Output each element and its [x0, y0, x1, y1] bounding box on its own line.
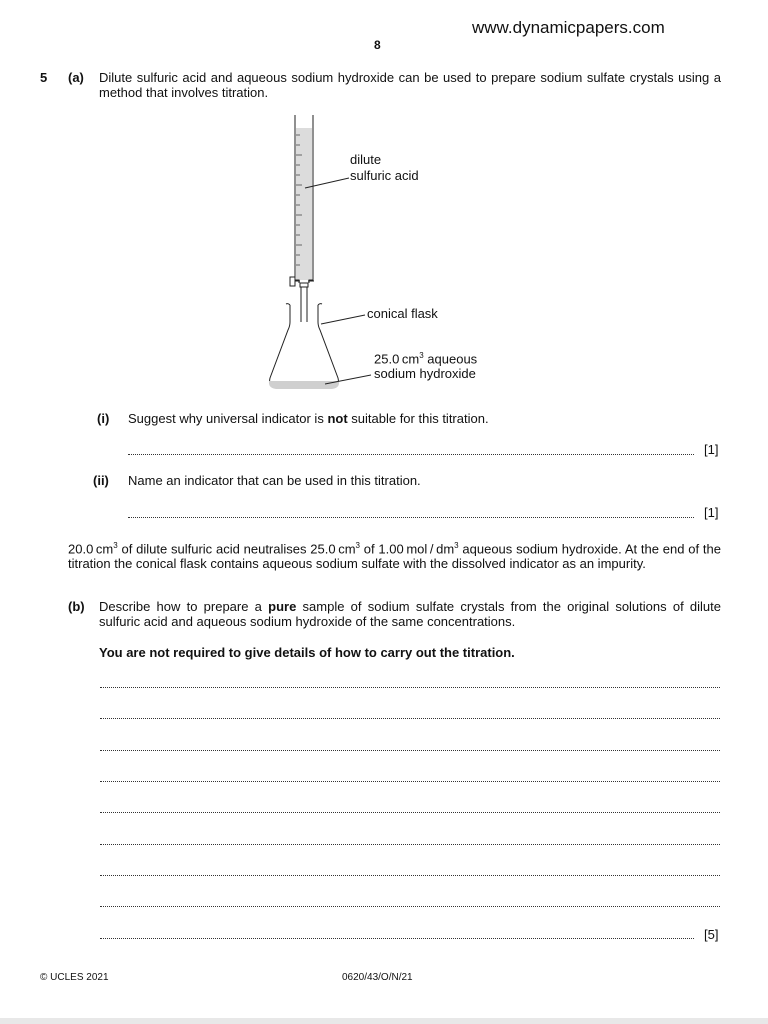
paper-code: 0620/43/O/N/21 — [342, 972, 413, 983]
burette-tap-body — [300, 283, 308, 287]
part-b-text: Describe how to prepare a pure sample of sodium sulfate crystals from the original solutions of dilute sulfuric acid and aqueous sodium hydroxide of the same concentrations. — [99, 599, 721, 629]
answer-line-ii[interactable] — [128, 517, 694, 518]
leader-flask — [321, 315, 365, 324]
answer-line-b9[interactable] — [100, 938, 694, 939]
flask-liquid — [269, 381, 339, 389]
titration-diagram — [0, 0, 768, 400]
copyright: © UCLES 2021 — [40, 972, 109, 983]
sub-ii-text: Name an indicator that can be used in this titration. — [128, 473, 421, 488]
mark-b: [5] — [704, 927, 719, 942]
mark-i: [1] — [704, 442, 719, 457]
part-a-label: (a) — [68, 70, 84, 85]
part-b-instruction: You are not required to give details of how to carry out the titration. — [99, 645, 515, 660]
burette-jet — [301, 287, 307, 322]
label-conical-flask: conical flask — [367, 306, 438, 321]
answer-line-b2[interactable] — [100, 718, 720, 719]
question-number: 5 — [40, 70, 48, 85]
leader-naoh — [325, 375, 371, 384]
answer-line-b8[interactable] — [100, 906, 720, 907]
label-sodium-hydroxide: sodium hydroxide — [374, 366, 476, 381]
label-naoh-volume: 25.0 $cm^3$ aqueous — [374, 351, 478, 367]
answer-line-b7[interactable] — [100, 875, 720, 876]
burette-liquid — [296, 128, 312, 280]
sub-i-text: Suggest why universal indicator is not suitable for this titration. — [128, 411, 489, 426]
website-url: www.dynamicpapers.com — [472, 18, 665, 37]
page-number: 8 — [374, 38, 381, 52]
part-a-text: Dilute sulfuric acid and aqueous sodium hydroxide can be used to prepare sodium sulfate crystals using a method that involves titration. — [99, 70, 721, 100]
mark-ii: [1] — [704, 505, 719, 520]
answer-line-b3[interactable] — [100, 750, 720, 751]
answer-line-b5[interactable] — [100, 812, 720, 813]
titration-info: 20.0 $cm^3$ of dilute sulfuric acid neutralises 25.0 $cm^3$ of 1.00 mol / $dm^3$ aqueous sodium hydroxide. At the end of the titration the conical flask contains aqueous sodium sulfate with the dissolved indicator as an impurity. — [68, 541, 722, 572]
sub-ii-label: (ii) — [93, 473, 109, 488]
bottom-bar — [0, 1018, 768, 1024]
sub-i-label: (i) — [97, 411, 110, 426]
burette-tap-handle — [290, 277, 295, 286]
answer-line-b6[interactable] — [100, 844, 720, 845]
conical-flask — [270, 305, 339, 388]
answer-line-b1[interactable] — [100, 687, 720, 688]
label-sulfuric-acid: sulfuric acid — [350, 168, 419, 183]
part-b-label: (b) — [68, 599, 85, 614]
label-dilute: dilute — [350, 152, 382, 167]
answer-line-b4[interactable] — [100, 781, 720, 782]
answer-line-i[interactable] — [128, 454, 694, 455]
